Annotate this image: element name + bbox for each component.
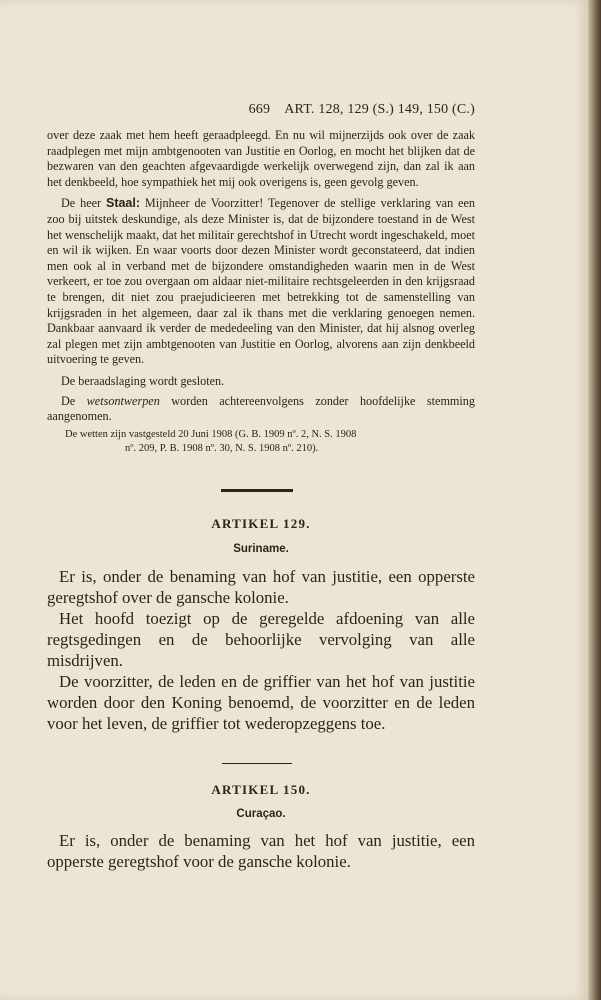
footnote-line-2: nº. 209, P. B. 1908 nº. 30, N. S. 1908 nº. 210). (125, 442, 319, 454)
footnote-line-1: De wetten zijn vastgesteld 20 Juni 1908 (G. B. 1909 nº. 2, N. S. 1908 (65, 428, 357, 440)
paragraph-adopted-text: worden achtereenvolgens zonder hoofdelijke stemming aangenomen. (47, 393, 475, 424)
article-150-subtitle: Curaçao. (236, 808, 286, 820)
paragraph-staal (47, 196, 475, 368)
running-header (47, 102, 475, 118)
article-divider (222, 763, 292, 764)
page-number: 669 (248, 102, 271, 117)
running-title: ART. 128, 129 (S.) 149, 150 (C.) (284, 102, 475, 117)
article-129-body (47, 566, 475, 734)
paragraph-adopted (47, 394, 475, 425)
paragraph-continuation: over deze zaak met hem heeft geraadpleegd. En nu wil mijnerzijds ook over de zaak raadplegen met mijn ambtgenooten van Justitie en Oorlog, en mocht het blijken dat de bezwaren van den geachten afgevaardigde werkelijk overwegend zijn, dan zal ik aan het denkbeeld, hoe sympathiek het mij ook overigens is, geen gevolg geven. (47, 128, 475, 189)
article-150-paragraph-1: Er is, onder de benaming van het hof van justitie, een opperste geregtshof voor de gansche kolonie. (47, 831, 475, 871)
page-edge (588, 0, 601, 1000)
paragraph-closed: De beraadslaging wordt gesloten. (61, 373, 225, 388)
footnote (47, 428, 475, 456)
article-129-paragraph-2: Het hoofd toezigt op de geregelde afdoening van alle regtsgedingen en de behoorlijke vervolging van alle misdrijven. (47, 609, 475, 670)
article-129-paragraph-3: De voorzitter, de leden en de griffier van het hof van justitie worden door den Koning benoemd, de voorzitter en de leden voor het leven, de griffier tot wederopzeggens toe. (47, 672, 475, 733)
paragraph-staal-prefix: De heer (61, 196, 106, 211)
article-129-subtitle: Suriname. (233, 543, 289, 555)
article-129-heading: ARTIKEL 129. (211, 516, 311, 531)
article-150-heading: ARTIKEL 150. (211, 782, 311, 797)
section-divider (221, 489, 293, 492)
article-150-body (47, 830, 475, 872)
speaker-name: Staal: (105, 196, 141, 211)
paragraph-staal-text: Mijnheer de Voorzitter! Tegenover de stellige verklaring van een zoo bij uitstek deskundige, als deze Minister is, dat de bijzondere toestand in de West het wenschelijk maakt, dat het militair gerechtshof in Utrecht wordt ingeschakeld, moet en wil ik wijken. En waar voorts door dezen Minister wordt geconstateerd, dat indien men ook al in verband met de bijzondere omstandigheden waarin men in de West verkeert, er toe zou overgaan om aldaar niet-militaire rechtsgeleerden in den krijgsraad te brengen, dit niet zou praejudicieeren met betrekking tot de samenstelling van krijgsraden in het algemeen, daar zal ik thans met die verklaring genoegen nemen. Dankbaar aanvaard ik verder de mededeeling van den Minister, dat hij alsnog overleg zal plegen met zijn ambtgenooten van Justitie en Oorlog, alvorens aan zijn denkbeeld uitvoering te geven. (47, 196, 475, 367)
paragraph-adopted-prefix: De (61, 393, 87, 408)
italic-term: wetsontwerpen (86, 393, 160, 408)
article-129-paragraph-1: Er is, onder de benaming van hof van justitie, een opperste geregtshof over de gansche kolonie. (47, 567, 475, 607)
upper-text-block (47, 128, 475, 456)
